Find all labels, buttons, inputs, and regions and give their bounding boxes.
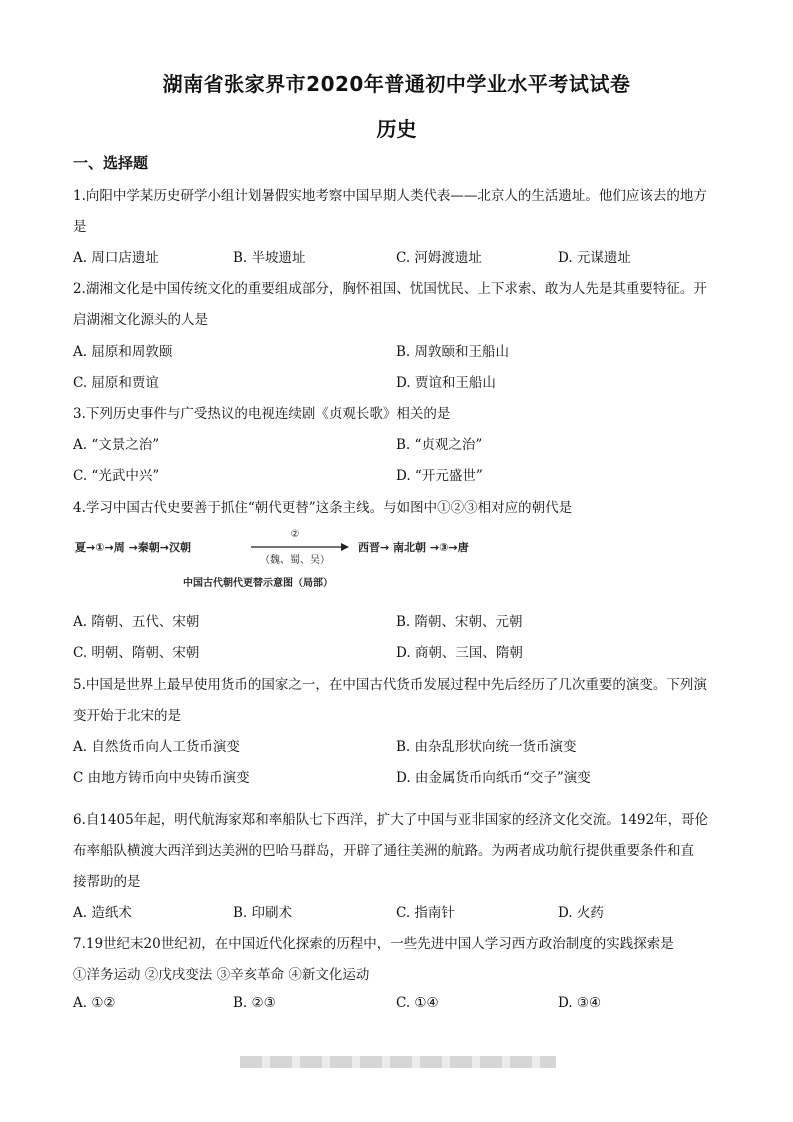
q2-option-b[interactable]: B. 周敦颐和王船山 <box>396 344 510 360</box>
blurred-footer-watermark <box>240 1056 556 1068</box>
section-heading: 一、选择题 <box>73 154 149 172</box>
q7-stem-line-1: 7.19世纪末20世纪初，在中国近代化探索的历程中，一些先进中国人学习西方政治制度的实践探索是 <box>73 936 674 952</box>
q7-option-a[interactable]: A. ①② <box>73 995 116 1011</box>
diagram-chain-right: 西晋→ 南北朝 →③→唐 <box>358 541 469 554</box>
q2-option-a[interactable]: A. 屈原和周敦颐 <box>73 344 173 360</box>
diagram-caption: 中国古代朝代更替示意图（局部） <box>183 578 333 589</box>
q5-option-c[interactable]: C 由地方铸币向中央铸币演变 <box>73 770 250 786</box>
q5-stem-line-1: 5.中国是世界上最早使用货币的国家之一，在中国古代货币发展过程中先后经历了几次重要的演变。下列演 <box>73 677 707 693</box>
q2-stem-line-2: 启湖湘文化源头的人是 <box>73 312 208 328</box>
q4-option-d[interactable]: D. 商朝、三国、隋朝 <box>396 645 523 661</box>
q1-option-c[interactable]: C. 河姆渡遗址 <box>396 250 482 266</box>
q5-stem-line-2: 变开始于北宋的是 <box>73 708 181 724</box>
exam-title: 湖南省张家界市2020年普通初中学业水平考试试卷 <box>162 72 631 96</box>
q3-option-d[interactable]: D. “开元盛世” <box>396 468 483 484</box>
q5-option-b[interactable]: B. 由杂乱形状向统一货币演变 <box>396 739 577 755</box>
q1-stem-line-1: 1.向阳中学某历史研学小组计划暑假实地考察中国早期人类代表——北京人的生活遗址。他们应该去的地方 <box>73 188 707 204</box>
q6-stem-line-1: 6.自1405年起，明代航海家郑和率船队七下西洋，扩大了中国与亚非国家的经济文化交流。1492年，哥伦 <box>73 812 709 828</box>
q3-option-b[interactable]: B. “贞观之治” <box>396 437 483 453</box>
q6-stem-line-2: 布率船队横渡大西洋到达美洲的巴哈马群岛，开辟了通往美洲的航路。为两者成功航行提供重要条件和直 <box>73 843 694 859</box>
dynasty-diagram <box>73 524 543 594</box>
q1-option-a[interactable]: A. 周口店遗址 <box>73 250 159 266</box>
q2-stem-line-1: 2.湖湘文化是中国传统文化的重要组成部分，胸怀祖国、忧国忧民、上下求索、敢为人先是其重要特征。开 <box>73 281 707 297</box>
q6-option-d[interactable]: D. 火药 <box>558 905 604 921</box>
subject-title: 历史 <box>376 117 417 141</box>
diagram-mark-2: ② <box>290 529 300 540</box>
q7-option-d[interactable]: D. ③④ <box>558 995 602 1011</box>
q4-option-b[interactable]: B. 隋朝、宋朝、元朝 <box>396 614 523 630</box>
q1-option-b[interactable]: B. 半坡遗址 <box>233 250 306 266</box>
q6-option-c[interactable]: C. 指南针 <box>396 905 455 921</box>
q5-option-a[interactable]: A. 自然货币向人工货币演变 <box>73 739 240 755</box>
diagram-arrow-head <box>341 543 349 551</box>
q6-stem-line-3: 接帮助的是 <box>73 874 141 890</box>
q3-option-a[interactable]: A. “文景之治” <box>73 437 160 453</box>
q7-option-b[interactable]: B. ②③ <box>233 995 276 1011</box>
q7-option-c[interactable]: C. ①④ <box>396 995 439 1011</box>
q2-option-d[interactable]: D. 贾谊和王船山 <box>396 375 496 391</box>
diagram-chain-left: 夏→①→周 →秦朝→汉朝 <box>75 541 192 554</box>
q4-option-c[interactable]: C. 明朝、隋朝、宋朝 <box>73 645 200 661</box>
q1-stem-line-2: 是 <box>73 219 87 235</box>
q6-option-a[interactable]: A. 造纸术 <box>73 905 132 921</box>
q2-option-c[interactable]: C. 屈原和贾谊 <box>73 375 159 391</box>
diagram-three-kingdoms: （魏、蜀、吴） <box>260 555 330 566</box>
q3-option-c[interactable]: C. “光武中兴” <box>73 468 160 484</box>
q3-stem-line-1: 3.下列历史事件与广受热议的电视连续剧《贞观长歌》相关的是 <box>73 406 451 422</box>
q5-option-d[interactable]: D. 由金属货币向纸币“交子”演变 <box>396 770 591 786</box>
q4-stem-line-1: 4.学习中国古代史要善于抓住“朝代更替”这条主线。与如图中①②③相对应的朝代是 <box>73 500 573 516</box>
q7-stem-line-2: ①洋务运动 ②戊戌变法 ③辛亥革命 ④新文化运动 <box>73 967 370 983</box>
q4-option-a[interactable]: A. 隋朝、五代、宋朝 <box>73 614 200 630</box>
q1-option-d[interactable]: D. 元谋遗址 <box>558 250 631 266</box>
q6-option-b[interactable]: B. 印刷术 <box>233 905 293 921</box>
